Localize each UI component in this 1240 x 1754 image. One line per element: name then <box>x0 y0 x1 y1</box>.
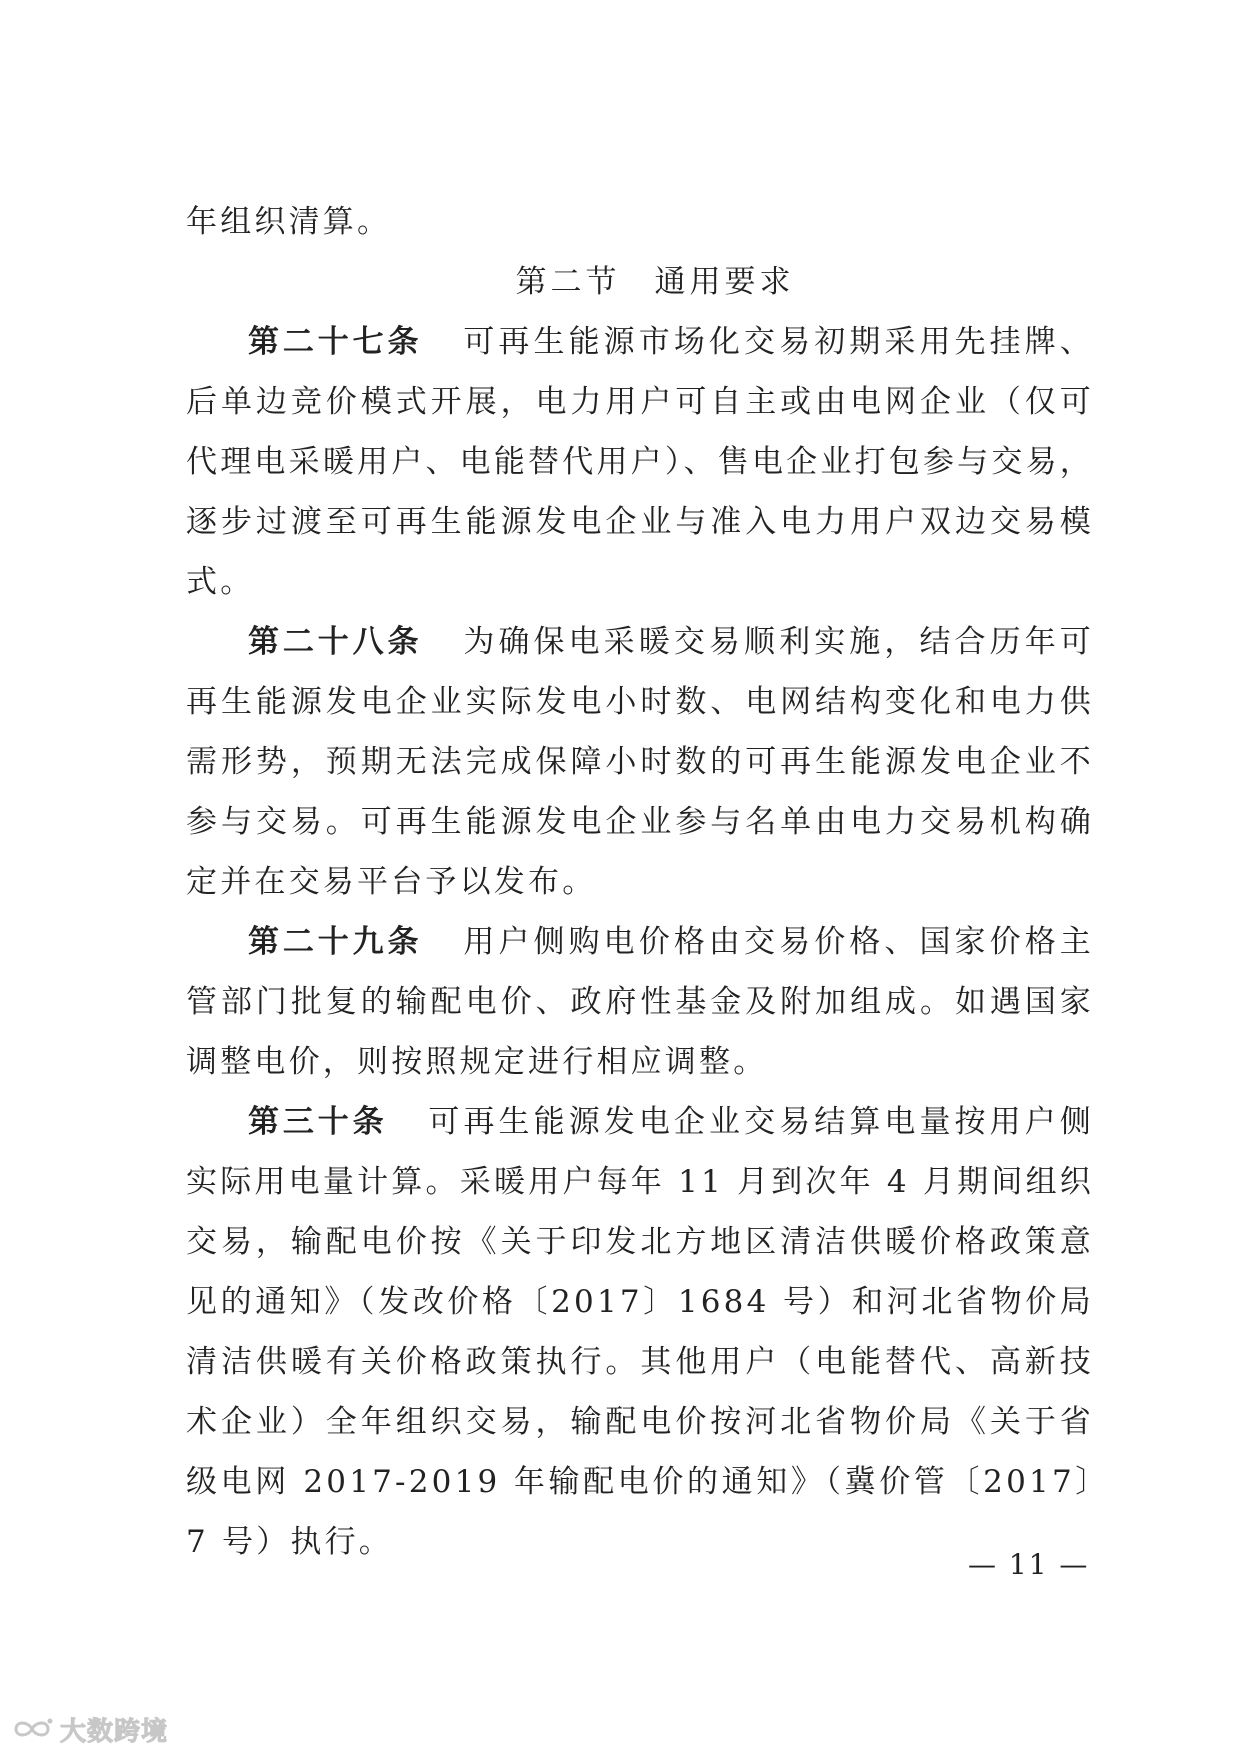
article-number: 第二十七条 <box>248 324 423 360</box>
article-number: 第二十八条 <box>248 624 423 660</box>
section-number: 第二节 <box>515 264 621 300</box>
article-29 <box>186 912 1094 1092</box>
section-title <box>186 252 1094 312</box>
page-number: — 11 — <box>968 1548 1090 1581</box>
watermark-text: 大数跨境 <box>60 1716 169 1747</box>
article-text: 为确保电采暖交易顺利实施，结合历年可再生能源发电企业实际发电小时数、电网结构变化和电力供需形势，预期无法完成保障小时数的可再生能源发电企业不参与交易。可再生能源发电企业参与名单由电力交易机构确定并在交易平台予以发布。 <box>186 624 1094 900</box>
article-number: 第三十条 <box>248 1104 388 1140</box>
section-name: 通用要求 <box>654 264 795 300</box>
article-text: 用户侧购电价格由交易价格、国家价格主管部门批复的输配电价、政府性基金及附加组成。如遇国家调整电价，则按照规定进行相应调整。 <box>186 924 1094 1080</box>
intro-line: 年组织清算。 <box>186 204 392 240</box>
watermark <box>10 1712 168 1746</box>
document-body <box>186 192 1094 1572</box>
article-text: 可再生能源市场化交易初期采用先挂牌、后单边竞价模式开展，电力用户可自主或由电网企业（仅可代理电采暖用户、电能替代用户）、售电企业打包参与交易，逐步过渡至可再生能源发电企业与准入电力用户双边交易模式。 <box>186 324 1094 600</box>
article-27 <box>186 312 1094 612</box>
article-text: 可再生能源发电企业交易结算电量按用户侧实际用电量计算。采暖用户每年 11 月到次年 4 月期间组织交易，输配电价按《关于印发北方地区清洁供暖价格政策意见的通知》（发改价格〔2017〕1684 号）和河北省物价局清洁供暖有关价格政策执行。其他用户（电能替代、高新技术企业）全年组织交易，输配电价按河北省物价局《关于省级电网 2017-2019 年输配电价的通知》（冀价管〔2017〕7 号）执行。 <box>186 1104 1094 1560</box>
article-30 <box>186 1092 1094 1572</box>
article-28 <box>186 612 1094 912</box>
article-number: 第二十九条 <box>248 924 423 960</box>
infinity-logo-icon <box>10 1715 54 1743</box>
